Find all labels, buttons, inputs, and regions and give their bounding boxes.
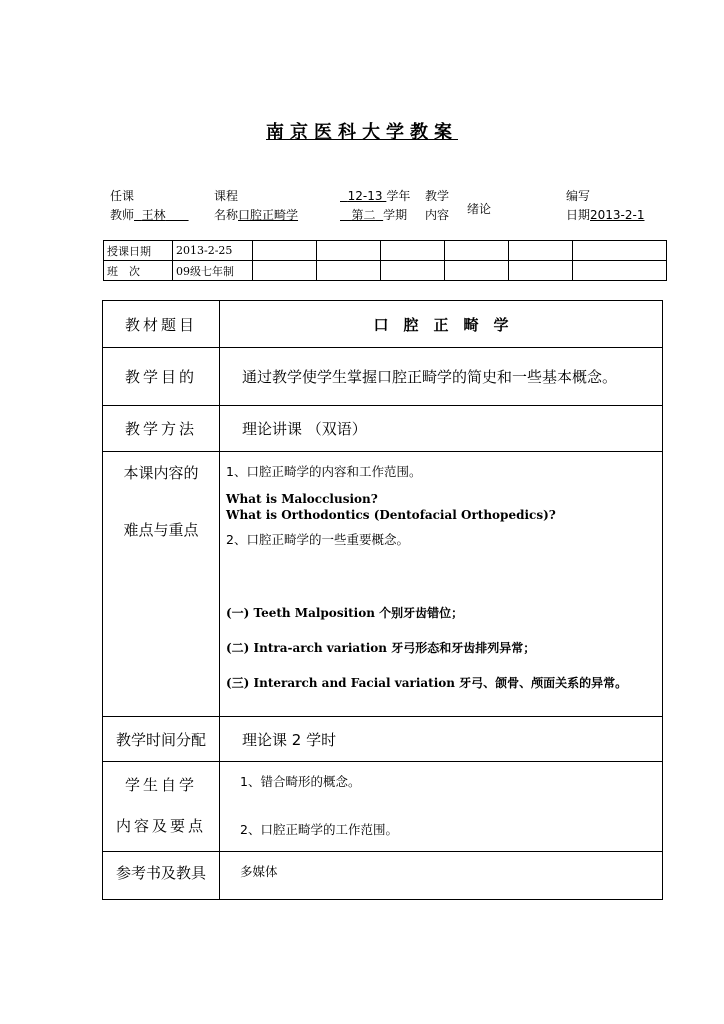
schedule-cell [573, 241, 667, 261]
schedule-table [103, 240, 667, 281]
goal-label: 教学目的 [103, 348, 220, 406]
date-field: 日期2013-2-1 [566, 208, 645, 222]
schedule-class-label: 班 次 [104, 261, 173, 281]
lesson-plan-table [102, 300, 663, 900]
key-point-1: (一) Teeth Malposition 个别牙齿错位； [226, 606, 464, 620]
schedule-cell [445, 261, 509, 281]
key-label [103, 452, 220, 717]
year-value: 12-13 [347, 189, 383, 203]
content-value: 绪论 [467, 202, 492, 216]
schedule-cell [381, 261, 445, 281]
schedule-cell [381, 241, 445, 261]
time-value: 理论课 2 学时 [220, 717, 663, 762]
teacher-label-top: 任课 [110, 189, 135, 203]
row-topic [103, 301, 663, 348]
row-method [103, 406, 663, 452]
key-question-1: What is Malocclusion? [226, 492, 378, 506]
schedule-cell [317, 241, 381, 261]
key-point-3: (三) Interarch and Facial variation 牙弓、颌骨、颅面关系的异常。 [226, 676, 628, 690]
self-label-line1: 学生自学 [124, 776, 197, 794]
date-label-top: 编写 [566, 189, 591, 203]
self-content [220, 762, 663, 852]
self-label-line2: 内容及要点 [115, 817, 206, 835]
key-question-2: What is Orthodontics (Dentofacial Orthopedics)? [226, 508, 556, 522]
course-field: 名称口腔正畸学 [214, 208, 299, 222]
course-label-top: 课程 [214, 189, 239, 203]
method-value: 理论讲课 （双语） [220, 406, 663, 452]
key-label-line2: 难点与重点 [123, 521, 199, 539]
schedule-date-label: 授课日期 [104, 241, 173, 261]
schedule-cell [509, 261, 573, 281]
term-field: 第二 学期 [351, 208, 408, 222]
key-content [220, 452, 663, 717]
page-title: 南京医科大学教案 [266, 122, 458, 143]
schedule-cell [573, 261, 667, 281]
schedule-cell [317, 261, 381, 281]
teacher-field: 教师 王林 [110, 208, 166, 222]
teacher-name: 王林 [141, 208, 166, 222]
schedule-class-value: 09级七年制 [173, 261, 253, 281]
key-item-2: 2、口腔正畸学的一些重要概念。 [226, 532, 409, 547]
year-field: 12-13 学年 [347, 189, 411, 203]
row-time [103, 717, 663, 762]
topic-value: 口 腔 正 畸 学 [220, 301, 663, 348]
topic-label: 教材题目 [103, 301, 220, 348]
schedule-cell [509, 241, 573, 261]
self-label [103, 762, 220, 852]
schedule-cell [253, 261, 317, 281]
content-label-top: 教学 [425, 189, 450, 203]
content-label: 内容 [425, 208, 450, 222]
schedule-row-class [104, 261, 667, 281]
method-label: 教学方法 [103, 406, 220, 452]
course-name: 口腔正畸学 [238, 208, 299, 222]
date-value: 2013-2-1 [590, 208, 645, 222]
self-item-2: 2、口腔正畸学的工作范围。 [240, 822, 398, 837]
row-key-points [103, 452, 663, 717]
schedule-row-date [104, 241, 667, 261]
key-label-line1: 本课内容的 [123, 464, 199, 482]
row-reference [103, 852, 663, 900]
key-item-1: 1、口腔正畸学的内容和工作范围。 [226, 464, 422, 479]
key-point-2: (二) Intra-arch variation 牙弓形态和牙齿排列异常； [226, 641, 536, 655]
schedule-cell [253, 241, 317, 261]
ref-value: 多媒体 [220, 852, 663, 900]
row-goal [103, 348, 663, 406]
row-self-study [103, 762, 663, 852]
term-value: 第二 [351, 208, 376, 222]
schedule-cell [445, 241, 509, 261]
schedule-date-value: 2013-2-25 [173, 241, 253, 261]
self-item-1: 1、错合畸形的概念。 [240, 774, 361, 789]
goal-value: 通过教学使学生掌握口腔正畸学的简史和一些基本概念。 [220, 348, 663, 406]
ref-label: 参考书及教具 [103, 852, 220, 900]
time-label: 教学时间分配 [103, 717, 220, 762]
